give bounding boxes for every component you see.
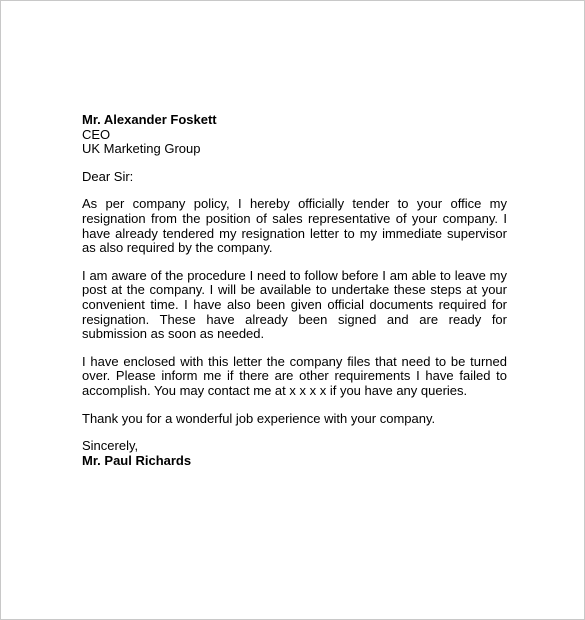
recipient-title: CEO (82, 126, 111, 142)
recipient-company: UK Marketing Group (82, 141, 201, 157)
signature-block (82, 439, 507, 468)
sender-name: Mr. Paul Richards (82, 452, 192, 468)
paragraph-enclosures: I have enclosed with this letter the company files that need to be turned over. Please inform me if there are other requirements I have failed to accomplish. You may contact me at x x x x if you have any queries. (82, 353, 507, 398)
recipient-address (82, 113, 507, 157)
closing-salutation: Sincerely, (82, 438, 139, 454)
paragraph-procedure: I am aware of the procedure I need to follow before I am able to leave my post at the company. I will be available to undertake these steps at your convenient time. I have also been given official documents required for resignation. These have already been signed and are ready for submission as soon as needed. (82, 267, 507, 342)
paragraph-policy: As per company policy, I hereby officially tender to your office my resignation from the position of sales representative of your company. I have already tendered my resignation letter to my immediate supervisor as also required by the company. (82, 196, 507, 256)
recipient-name: Mr. Alexander Foskett (82, 112, 217, 127)
paragraph-thanks: Thank you for a wonderful job experience with your company. (82, 410, 436, 426)
greeting: Dear Sir: (82, 168, 134, 184)
letter-body (82, 113, 507, 468)
